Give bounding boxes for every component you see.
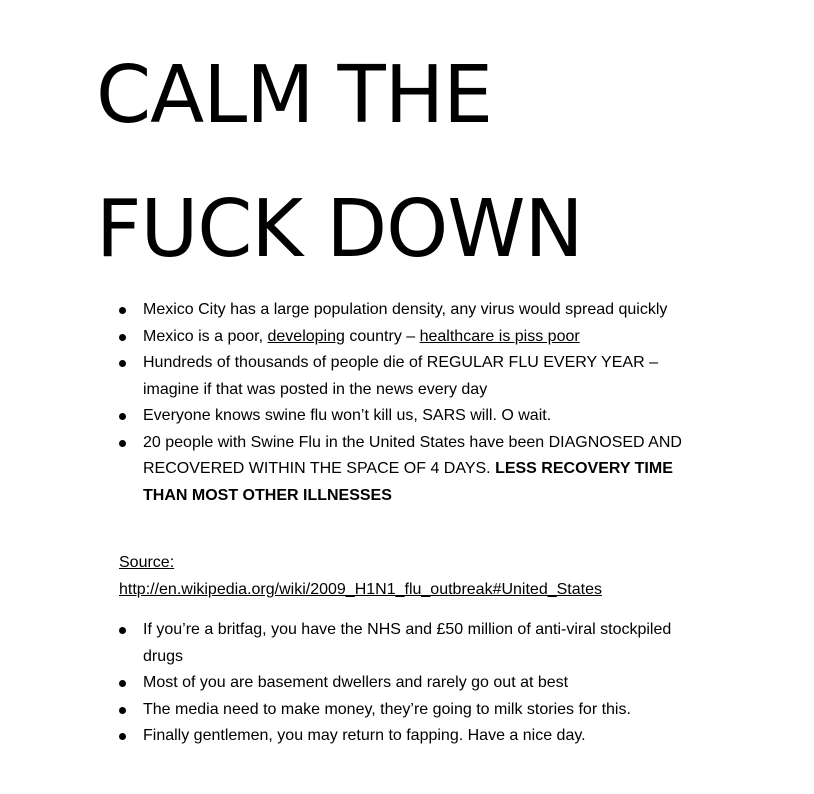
bullet-icon (119, 307, 126, 314)
source-link[interactable]: http://en.wikipedia.org/wiki/2009_H1N1_flu_outbreak#United_States (119, 581, 602, 598)
list-item-text: Most of you are basement dwellers and rarely go out at best (143, 674, 569, 691)
bullet-icon (119, 733, 126, 740)
list-item (119, 350, 699, 403)
list-item-text: Finally gentlemen, you may return to fapping. Have a nice day. (143, 727, 586, 744)
page-title (96, 28, 583, 296)
bullet-icon (119, 413, 126, 420)
list-item (119, 403, 699, 430)
bullet-icon (119, 440, 126, 447)
list-item (119, 430, 699, 510)
list-item-text: The media need to make money, they’re going to milk stories for this. (143, 700, 631, 718)
underlined-text-healthcare: healthcare is piss poor (419, 327, 580, 345)
list-item-text: 20 people with Swine Flu in the United States have been DIAGNOSED AND RECOVERED WITHIN THE SPACE OF 4 DAYS. (143, 433, 682, 477)
list-item-text: Mexico City has a large population density, any virus would spread quickly (143, 301, 668, 318)
list-item-text-middle: country – (344, 327, 420, 345)
list-item (119, 670, 699, 697)
bullet-list-main (119, 297, 699, 509)
bullet-icon (119, 334, 126, 341)
underlined-text-developing: developing (267, 327, 345, 345)
source-label: Source: (119, 554, 175, 571)
bullet-icon (119, 360, 126, 367)
bullet-icon (119, 680, 126, 687)
bullet-list-secondary (119, 617, 699, 750)
source-block (119, 549, 602, 603)
list-item-text: If you’re a britfag, you have the NHS and £50 million of anti-viral stockpiled drugs (143, 621, 672, 665)
list-item (119, 297, 699, 324)
title-line-1: CALM THE (96, 49, 493, 141)
list-item (119, 697, 699, 724)
bullet-icon (119, 627, 126, 634)
title-line-2: FUCK DOWN (96, 183, 583, 275)
list-item-text: Hundreds of thousands of people die of REGULAR FLU EVERY YEAR – imagine if that was posted in the news every day (143, 354, 658, 398)
list-item (119, 723, 699, 750)
list-item-text: Everyone knows swine flu won’t kill us, SARS will. O wait. (143, 407, 552, 424)
list-item (119, 324, 699, 351)
list-item-text-start: Mexico is a poor, (143, 327, 268, 345)
list-item (119, 617, 699, 670)
bold-text-recovery: LESS RECOVERY TIME THAN MOST OTHER ILLNESSES (143, 460, 673, 504)
bullet-icon (119, 707, 126, 714)
